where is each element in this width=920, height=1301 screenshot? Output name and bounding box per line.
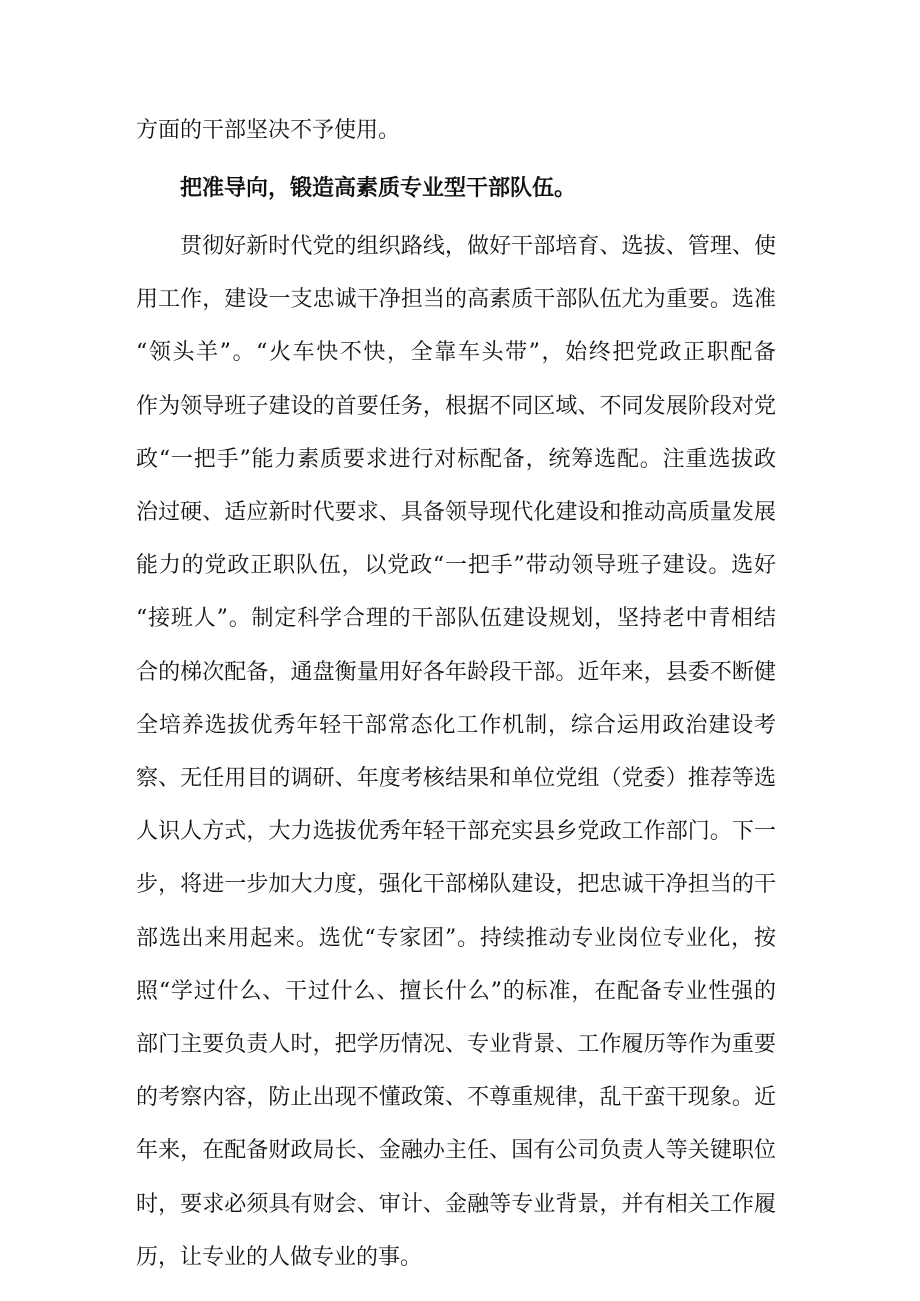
paragraph-line: 合的梯次配备，通盘衡量用好各年龄段干部。近年来，县委不断健 [136, 660, 776, 685]
paragraph-line: 步，将进一步加大力度，强化干部梯队建设，把忠诚干净担当的干 [136, 872, 776, 897]
paragraph-line: “接班人”。制定科学合理的干部队伍建设规划，坚持老中青相结 [136, 606, 776, 631]
paragraph-line: 历，让专业的人做专业的事。 [136, 1245, 423, 1270]
section-heading: 把准导向，锻造高素质专业型干部队伍。 [180, 176, 577, 201]
continuation-line: 方面的干部坚决不予使用。 [136, 118, 401, 143]
paragraph-line: 贯彻好新时代党的组织路线，做好干部培育、选拔、管理、使 [180, 234, 776, 259]
paragraph-line: 政“一把手”能力素质要求进行对标配备，统筹选配。注重选拔政 [136, 447, 776, 472]
paragraph-line: “领头羊”。“火车快不快，全靠车头带”，始终把党政正职配备 [136, 340, 776, 365]
paragraph-line: 作为领导班子建设的首要任务，根据不同区域、不同发展阶段对党 [136, 394, 776, 419]
paragraph-line: 部选出来用起来。选优“专家团”。持续推动专业岗位专业化，按 [136, 926, 776, 951]
paragraph-line: 人识人方式，大力选拔优秀年轻干部充实县乡党政工作部门。下一 [136, 819, 776, 844]
paragraph-line: 时，要求必须具有财会、审计、金融等专业背景，并有相关工作履 [136, 1192, 776, 1217]
paragraph-line: 能力的党政正职队伍，以党政“一把手”带动领导班子建设。选好 [136, 553, 776, 578]
paragraph-line: 全培养选拔优秀年轻干部常态化工作机制，综合运用政治建设考 [136, 713, 776, 738]
paragraph-line: 察、无任用目的调研、年度考核结果和单位党组（党委）推荐等选 [136, 766, 776, 791]
paragraph-line: 用工作，建设一支忠诚干净担当的高素质干部队伍尤为重要。选准 [136, 287, 776, 312]
paragraph-line: 照“学过什么、干过什么、擅长什么”的标准，在配备专业性强的 [136, 979, 776, 1004]
paragraph-line: 的考察内容，防止出现不懂政策、不尊重规律，乱干蛮干现象。近 [136, 1085, 776, 1110]
paragraph-line: 治过硬、适应新时代要求、具备领导现代化建设和推动高质量发展 [136, 500, 776, 525]
paragraph-line: 年来，在配备财政局长、金融办主任、国有公司负责人等关键职位 [136, 1138, 776, 1163]
paragraph-line: 部门主要负责人时，把学历情况、专业背景、工作履历等作为重要 [136, 1032, 776, 1057]
